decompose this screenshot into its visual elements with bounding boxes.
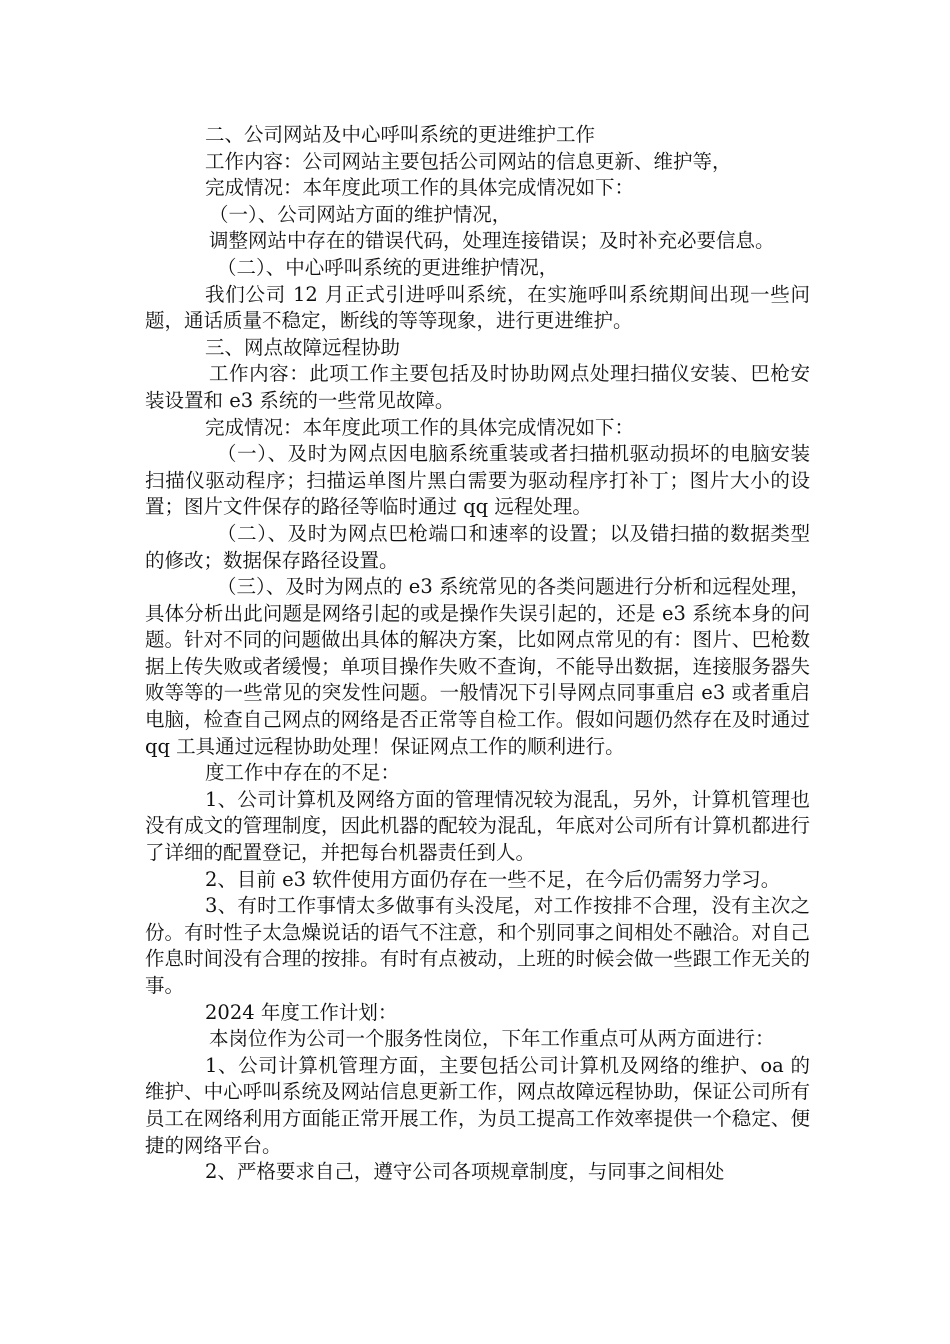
subheading-call-system: （二）、中心呼叫系统的更进维护情况， <box>217 255 559 279</box>
paragraph-plan-intro: 本岗位作为公司一个服务性岗位，下年工作重点可从两方面进行： <box>209 1027 775 1051</box>
subheading-website-maintenance: （一）、公司网站方面的维护情况， <box>209 202 512 226</box>
section-heading-work-plan: 2024 年度工作计划： <box>205 1000 398 1024</box>
paragraph-item-2: （二）、及时为网点巴枪端口和速率的设置；以及错扫描的数据类型的修改；数据保存路径设置。 <box>145 521 810 572</box>
paragraph-work-content-1: 工作内容：公司网站主要包括公司网站的信息更新、维护等， <box>205 149 732 173</box>
paragraph-completion-2: 完成情况：本年度此项工作的具体完成情况如下： <box>205 415 635 439</box>
section-heading-website-maintenance: 二、公司网站及中心呼叫系统的更进维护工作 <box>205 123 596 146</box>
paragraph-shortcoming-1: 1、公司计算机及网络方面的管理情况较为混乱，另外，计算机管理也没有成文的管理制度，因此机器的配较为混乱，年底对公司所有计算机都进行了详细的配置登记，并把每台机器责任到人。 <box>145 787 810 865</box>
paragraph-shortcoming-2: 2、目前 e3 软件使用方面仍存在一些不足，在今后仍需努力学习。 <box>205 867 781 891</box>
paragraph-plan-1: 1、公司计算机管理方面，主要包括公司计算机及网络的维护、oa 的维护、中心呼叫系统及网站信息更新工作，网点故障远程协助，保证公司所有员工在网络利用方面能正常开展工作，为员工提高工作效率提供一个稳定、便捷的网络平台。 <box>145 1053 810 1157</box>
section-heading-shortcomings: 度工作中存在的不足： <box>205 761 401 785</box>
paragraph-work-content-2: 工作内容：此项工作主要包括及时协助网点处理扫描仪安装、巴枪安装设置和 e3 系统的一些常见故障。 <box>145 362 810 412</box>
paragraph-fix-errors: 调整网站中存在的错误代码，处理连接错误；及时补充必要信息。 <box>209 229 775 253</box>
paragraph-item-1: （一）、及时为网点因电脑系统重装或者扫描机驱动损坏的电脑安装扫描仪驱动程序；扫描运单图片黑白需要为驱动程序打补丁；图片大小的设置；图片文件保存的路径等临时通过 qq 远程处理。 <box>145 442 810 519</box>
paragraph-item-3: （三）、及时为网点的 e3 系统常见的各类问题进行分析和远程处理，具体分析出此问题是网络引起的或是操作失误引起的，还是 e3 系统本身的问题。针对不同的问题做出具体的解决方案，比如网点常见的有：图片、巴枪数据上传失败或者缓慢；单项目操作失败不查询，不能导出数据，连接服务器失败等等的一些常见的突发性问题。一般情况下引导网点同事重启 e3 或者重启电脑，检查自己网点的网络是否正常等自检工作。假如问题仍然存在及时通过 qq 工具通过远程协助处理！保证网点工作的顺利进行。 <box>145 575 810 758</box>
section-heading-remote-assist: 三、网点故障远程协助 <box>205 335 401 359</box>
paragraph-plan-2: 2、严格要求自己，遵守公司各项规章制度，与同事之间相处 <box>205 1160 725 1184</box>
paragraph-shortcoming-3: 3、有时工作事情太多做事有头没尾，对工作按排不合理，没有主次之份。有时性子太急燥说话的语气不注意，和个别同事之间相处不融洽。对自己作息时间没有合理的按排。有时有点被动，上班的时候会做一些跟工作无关的事。 <box>145 894 810 997</box>
document-body <box>145 122 810 1186</box>
paragraph-call-system: 我们公司 12 月正式引进呼叫系统，在实施呼叫系统期间出现一些问题，通话质量不稳定，断线的等等现象，进行更进维护。 <box>145 282 810 333</box>
paragraph-completion-1: 完成情况：本年度此项工作的具体完成情况如下： <box>205 176 635 200</box>
